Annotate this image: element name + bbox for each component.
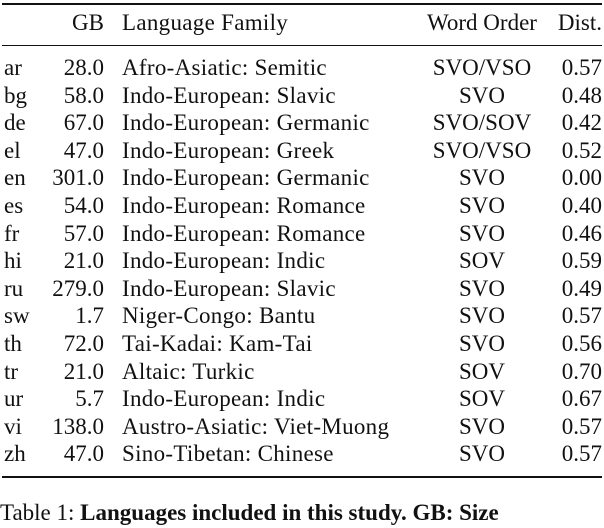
- cell-language-family: Afro-Asiatic: Semitic: [122, 55, 327, 80]
- cell-dist: 0.52: [561, 137, 602, 163]
- cell-dist: 0.40: [561, 193, 602, 218]
- cell-gb: 57.0: [63, 220, 104, 246]
- table-bottom-rule: [2, 476, 602, 478]
- table-row: [2, 385, 602, 413]
- cell-word-order: SOV: [458, 248, 505, 274]
- cell-dist: 0.59: [561, 248, 602, 274]
- cell-language-family: Indo-European: Slavic: [122, 82, 336, 108]
- header-dist: Dist.: [557, 10, 602, 35]
- cell-word-order: SVO: [458, 303, 505, 329]
- cell-gb: 301.0: [52, 165, 104, 191]
- cell-code: de: [4, 110, 26, 136]
- cell-code: th: [4, 331, 22, 356]
- cell-gb: 58.0: [63, 82, 104, 108]
- table-row: [2, 302, 602, 330]
- cell-language-family: Indo-European: Slavic: [122, 275, 336, 301]
- cell-dist: 0.57: [561, 441, 602, 467]
- header-gb: GB: [72, 10, 104, 35]
- cell-word-order: SOV: [458, 386, 505, 412]
- cell-gb: 72.0: [63, 331, 104, 356]
- table-top-rule: [2, 3, 602, 5]
- table-header-row: [2, 9, 602, 37]
- caption-label: Table 1:: [0, 500, 75, 525]
- cell-dist: 0.42: [561, 110, 602, 136]
- cell-code: ru: [4, 275, 24, 301]
- table-row: [2, 413, 602, 441]
- cell-gb: 67.0: [63, 110, 104, 136]
- cell-language-family: Indo-European: Indic: [122, 386, 326, 412]
- cell-language-family: Indo-European: Germanic: [122, 110, 370, 136]
- cell-gb: 47.0: [63, 441, 104, 467]
- cell-code: ur: [4, 386, 24, 412]
- cell-language-family: Indo-European: Indic: [122, 248, 326, 274]
- cell-word-order: SVO: [458, 220, 505, 246]
- header-word-order: Word Order: [427, 10, 537, 35]
- cell-code: sw: [4, 303, 30, 329]
- cell-word-order: SVO: [458, 413, 505, 439]
- cell-word-order: SVO: [458, 82, 505, 108]
- cell-word-order: SVO/VSO: [432, 137, 532, 163]
- table-row: [2, 82, 602, 110]
- cell-language-family: Tai-Kadai: Kam-Tai: [122, 331, 313, 356]
- table-row: [2, 440, 602, 468]
- table-row: [2, 164, 602, 192]
- cell-code: tr: [4, 358, 19, 384]
- cell-dist: 0.70: [561, 358, 602, 384]
- table-row: [2, 275, 602, 303]
- cell-word-order: SVO/VSO: [432, 55, 532, 80]
- cell-dist: 0.57: [561, 303, 602, 329]
- table-row: [2, 54, 602, 82]
- cell-code: fr: [4, 220, 20, 246]
- cell-gb: 279.0: [52, 275, 104, 301]
- cell-gb: 28.0: [63, 55, 104, 80]
- cell-word-order: SVO: [458, 165, 505, 191]
- table-caption: [0, 498, 604, 528]
- cell-word-order: SVO: [458, 441, 505, 467]
- caption-text: Languages included in this study. GB: Size: [80, 500, 499, 525]
- table-row: [2, 220, 602, 248]
- header-language-family: Language Family: [122, 10, 289, 35]
- cell-code: hi: [4, 248, 22, 274]
- table-header-rule: [2, 45, 602, 46]
- cell-code: en: [4, 165, 26, 191]
- cell-language-family: Sino-Tibetan: Chinese: [122, 441, 334, 467]
- cell-word-order: SVO/SOV: [432, 110, 532, 136]
- cell-code: ar: [4, 55, 22, 80]
- cell-code: zh: [4, 441, 26, 467]
- cell-language-family: Altaic: Turkic: [122, 358, 255, 384]
- cell-word-order: SVO: [458, 331, 505, 356]
- table-row: [2, 330, 602, 358]
- cell-dist: 0.46: [561, 220, 602, 246]
- table-row: [2, 137, 602, 165]
- cell-language-family: Indo-European: Romance: [122, 193, 366, 218]
- cell-language-family: Indo-European: Greek: [122, 137, 335, 163]
- cell-code: bg: [4, 82, 27, 108]
- cell-language-family: Indo-European: Germanic: [122, 165, 370, 191]
- cell-language-family: Niger-Congo: Bantu: [122, 303, 316, 329]
- cell-gb: 21.0: [63, 358, 104, 384]
- cell-gb: 1.7: [75, 303, 104, 329]
- cell-code: el: [4, 137, 21, 163]
- cell-language-family: Austro-Asiatic: Viet-Muong: [122, 413, 390, 439]
- cell-dist: 0.48: [561, 82, 602, 108]
- cell-dist: 0.57: [561, 55, 602, 80]
- cell-gb: 5.7: [75, 386, 104, 412]
- cell-dist: 0.56: [561, 331, 602, 356]
- cell-gb: 54.0: [63, 193, 104, 218]
- cell-word-order: SVO: [458, 275, 505, 301]
- cell-word-order: SVO: [458, 193, 505, 218]
- cell-gb: 47.0: [63, 137, 104, 163]
- table-row: [2, 192, 602, 220]
- cell-dist: 0.49: [561, 275, 602, 301]
- cell-dist: 0.57: [561, 413, 602, 439]
- table-row: [2, 109, 602, 137]
- table-row: [2, 358, 602, 386]
- cell-gb: 138.0: [52, 413, 104, 439]
- cell-code: vi: [4, 413, 22, 439]
- cell-dist: 0.00: [561, 165, 602, 191]
- table-row: [2, 247, 602, 275]
- cell-language-family: Indo-European: Romance: [122, 220, 366, 246]
- cell-dist: 0.67: [561, 386, 602, 412]
- cell-code: es: [4, 193, 24, 218]
- cell-gb: 21.0: [63, 248, 104, 274]
- cell-word-order: SOV: [458, 358, 505, 384]
